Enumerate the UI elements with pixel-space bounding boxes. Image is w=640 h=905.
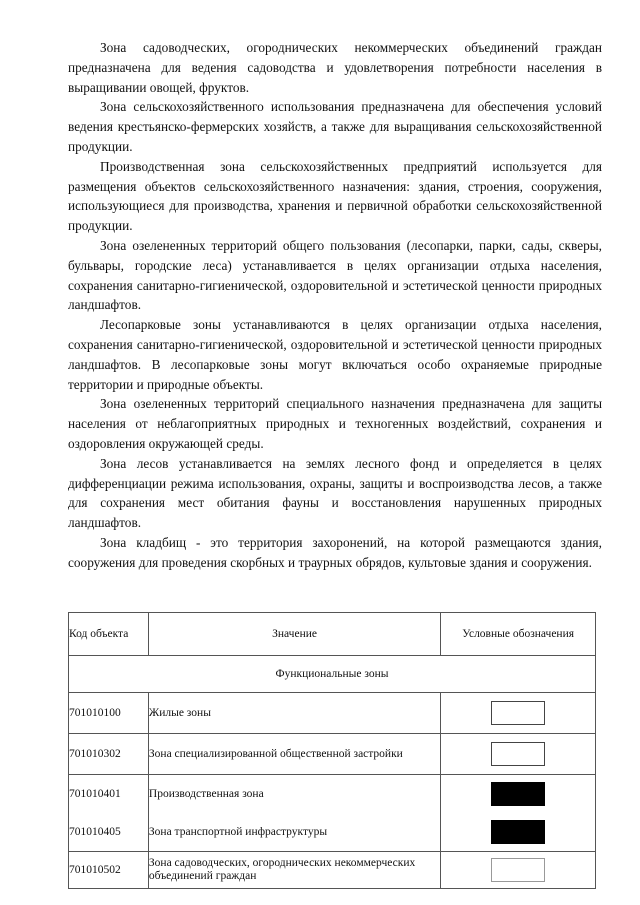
white-box-symbol — [491, 742, 545, 766]
row-value: Зона транспортной инфраструктуры — [148, 813, 440, 852]
white-box-symbol — [491, 701, 545, 725]
black-box-symbol — [491, 820, 545, 844]
row-symbol — [441, 693, 596, 734]
black-box-symbol — [491, 782, 545, 806]
header-symbol: Условные обозначения — [441, 613, 596, 656]
row-symbol — [441, 813, 596, 852]
thin-box-symbol — [491, 858, 545, 882]
row-symbol — [441, 775, 596, 814]
row-value: Зона специализированной общественной застройки — [148, 734, 440, 775]
paragraph-special-green-zone: Зона озелененных территорий специального назначения предназначена для защиты населения от неблагоприятных природных и техногенных воздействий, сохранения и оздоровления окружающей среды. — [68, 396, 602, 451]
paragraph-agro-production-zone: Производственная зона сельскохозяйственных предприятий используется для размещения объектов сельскохозяйственного назначения: здания, строения, сооружения, использующиеся для производства, хранения и первичной обработки сельскохозяйственной продукции. — [68, 158, 602, 234]
section-row — [69, 656, 596, 693]
table-row — [69, 734, 596, 775]
table-header-row — [69, 613, 596, 656]
row-code: 701010302 — [69, 734, 149, 775]
section-title: Функциональные зоны — [69, 656, 596, 693]
table-row — [69, 693, 596, 734]
legend-table — [68, 612, 596, 889]
row-code: 701010100 — [69, 693, 149, 734]
row-symbol — [441, 734, 596, 775]
table-row — [69, 852, 596, 889]
row-value: Зона садоводческих, огороднических некоммерческих объединений граждан — [148, 852, 440, 889]
body-text — [68, 38, 602, 573]
header-code: Код объекта — [69, 613, 149, 656]
row-code: 701010502 — [69, 852, 149, 889]
header-value: Значение — [148, 613, 440, 656]
table-row — [69, 775, 596, 814]
paragraph-forest-park-zone: Лесопарковые зоны устанавливаются в целях организации отдыха населения, сохранения санитарно-гигиенической, оздоровительной и эстетической ценности природных ландшафтов. В лесопарковые зоны могут включаться особо охраняемые природные территории и природные объекты. — [68, 317, 602, 392]
row-code: 701010401 — [69, 775, 149, 814]
row-value: Жилые зоны — [148, 693, 440, 734]
table-row — [69, 813, 596, 852]
row-value: Производственная зона — [148, 775, 440, 814]
row-symbol — [441, 852, 596, 889]
paragraph-agricultural-zone: Зона сельскохозяйственного использования предназначена для обеспечения условий ведения крестьянско-фермерских хозяйств, а также для выращивания сельскохозяйственной продукции. — [68, 99, 602, 154]
row-code: 701010405 — [69, 813, 149, 852]
paragraph-forest-zone: Зона лесов устанавливается на землях лесного фонд и определяется в целях дифференциации режима использования, охраны, защиты и воспроизводства лесов, а также для сохранения мест обитания фауны и восстановления нарушенных природных ландшафтов. — [68, 455, 602, 531]
paragraph-public-green-zone: Зона озелененных территорий общего пользования (лесопарки, парки, сады, скверы, бульвары, городские леса) устанавливается в целях организации отдыха населения, сохранения санитарно-гигиенической, оздоровительной и эстетической ценности природных ландшафтов. — [68, 237, 602, 313]
paragraph-garden-zone: Зона садоводческих, огороднических некоммерческих объединений граждан предназначена для ведения садоводства и удовлетворения потребности населения в выращивании овощей, фруктов. — [68, 40, 602, 95]
paragraph-cemetery-zone: Зона кладбищ - это территория захоронений, на которой размещаются здания, сооружения для проведения скорбных и траурных обрядов, культовые здания и сооружения. — [68, 534, 602, 570]
